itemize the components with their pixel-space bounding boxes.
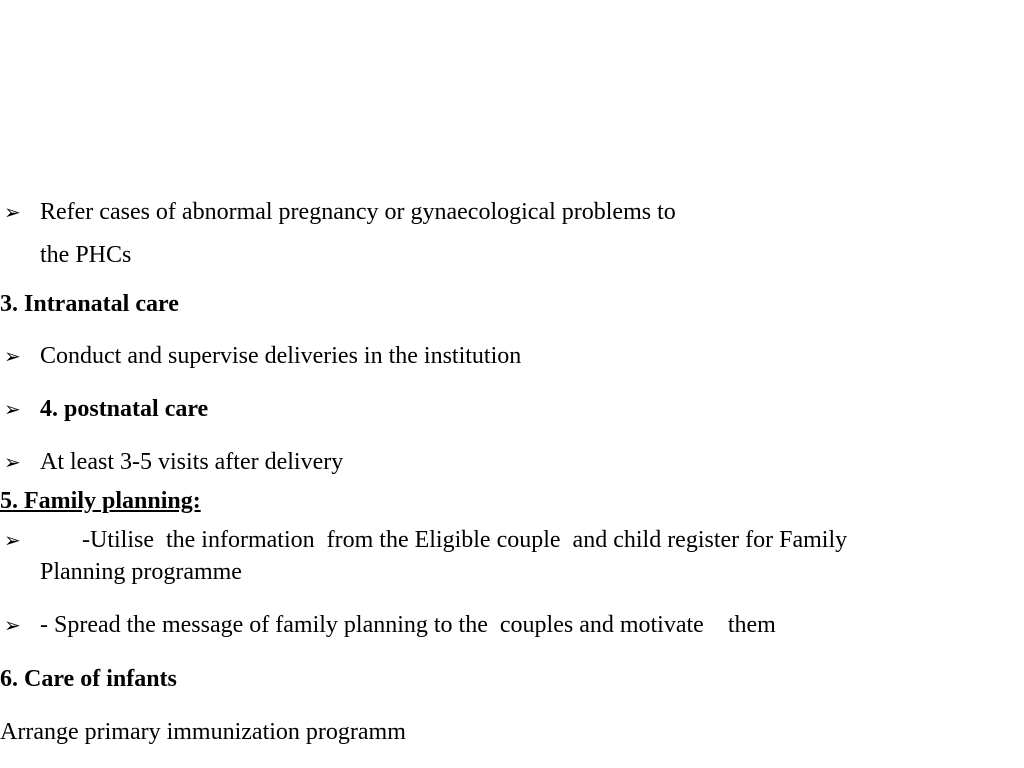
arrow-bullet-icon: ➢ bbox=[4, 344, 21, 368]
bullet-text: Refer cases of abnormal pregnancy or gynaecological problems to bbox=[40, 199, 676, 225]
bullet-text-continued: the PHCs bbox=[40, 242, 132, 268]
heading-family-planning: 5. Family planning: bbox=[0, 488, 201, 514]
arrow-bullet-icon: ➢ bbox=[4, 613, 21, 637]
heading-intranatal-care: 3. Intranatal care bbox=[0, 291, 179, 317]
paragraph-immunization: Arrange primary immunization programm bbox=[0, 719, 406, 745]
bullet-text: - Spread the message of family planning to the couples and motivate them bbox=[40, 612, 776, 638]
arrow-bullet-icon: ➢ bbox=[4, 450, 21, 474]
arrow-bullet-icon: ➢ bbox=[4, 397, 21, 421]
arrow-bullet-icon: ➢ bbox=[4, 528, 21, 552]
bullet-text: Conduct and supervise deliveries in the institution bbox=[40, 343, 522, 369]
heading-care-of-infants: 6. Care of infants bbox=[0, 666, 177, 692]
bullet-text: At least 3-5 visits after delivery bbox=[40, 449, 344, 475]
bullet-text-continued: Planning programme bbox=[40, 559, 242, 585]
arrow-bullet-icon: ➢ bbox=[4, 200, 21, 224]
bullet-text: -Utilise the information from the Eligible couple and child register for Family bbox=[40, 527, 848, 553]
bullet-text: 4. postnatal care bbox=[40, 396, 209, 422]
